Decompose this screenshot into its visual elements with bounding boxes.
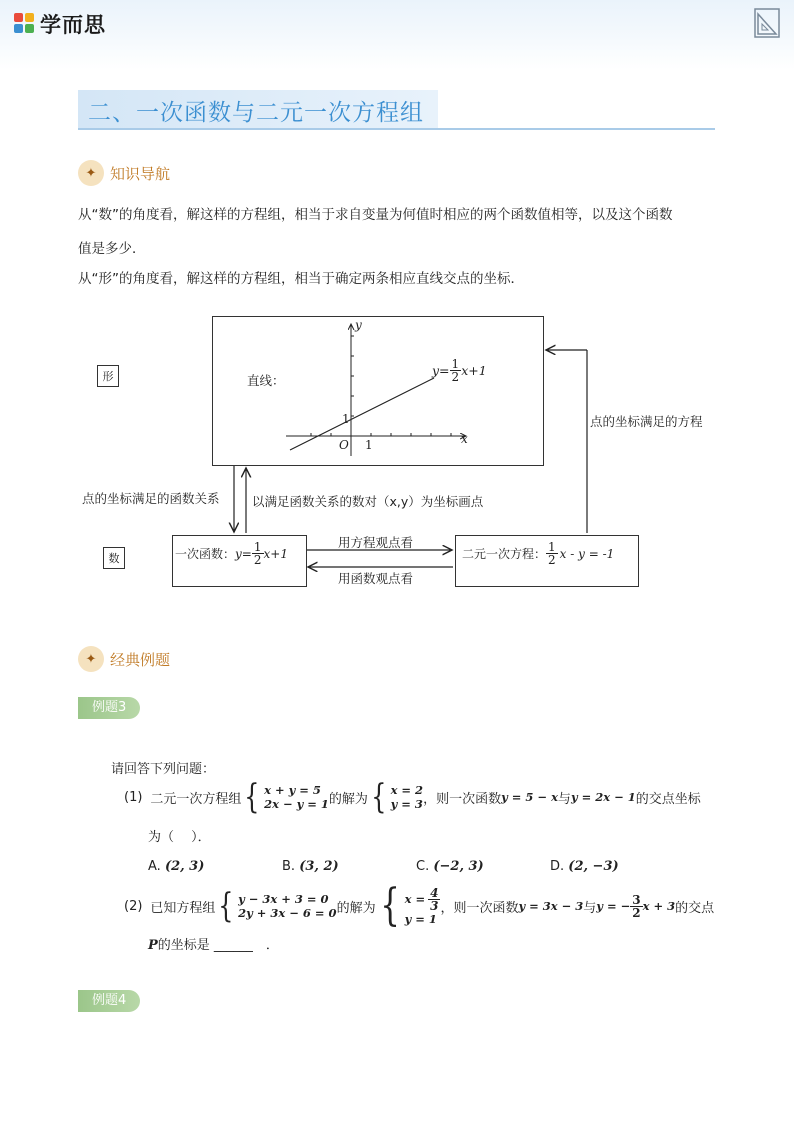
knowledge-heading-text: 知识导航 [110, 164, 171, 183]
q2-solution: { x = $\frac{4}{3}$ y = 1 [379, 880, 439, 931]
shape-tag: 形 [97, 365, 119, 387]
line-label: 直线： [247, 373, 285, 388]
question-2-line2: P的坐标是 ______ ． [148, 938, 279, 953]
question-1-line2: 为（ ）． [148, 830, 211, 845]
equation-box-content: 二元一次方程： $\frac{1}{2}$ x - y = -1 [462, 540, 615, 567]
q2-system: { y − 3x + 3 = 0 2y + 3x − 6 = 0 [218, 886, 337, 926]
q1-system: { x + y = 5 2x − y = 1 [244, 777, 329, 817]
examples-intro: 请回答下列问题： [111, 762, 216, 777]
graph-equation: y= $\frac{1}{2}$ x+1 [432, 357, 487, 384]
top-arrow-label: 用方程观点看 [338, 535, 414, 550]
example4-tag: 例题4 [78, 990, 140, 1012]
q1-solution: { x = 2 y = 3 [371, 777, 424, 817]
option-c: C. (−2, 3) [416, 859, 484, 874]
bottom-arrow-label: 用函数观点看 [338, 571, 414, 586]
option-a: A. (2, 3) [148, 859, 205, 874]
knowledge-line2: 值是多少． [78, 241, 146, 257]
section-title-text: 二、一次函数与二元一次方程组 [88, 100, 424, 126]
mid-arrow-label: 以满足函数关系的数对（x,y）为坐标画点 [252, 494, 484, 509]
function-box-content: 一次函数： y= $\frac{1}{2}$ x+1 [175, 540, 288, 567]
right-arrow-label: 点的坐标满足的方程 [590, 414, 703, 429]
examples-heading [78, 646, 170, 672]
x-axis-label: x [461, 432, 468, 446]
telescope-icon: ✦ [78, 160, 104, 186]
origin-label: O [339, 438, 349, 452]
knowledge-line3: 从“形”的角度看，解这样的方程组，相当于确定两条相应直线交点的坐标． [78, 271, 524, 287]
examples-heading-text: 经典例题 [110, 650, 171, 669]
logo-text: 学而思 [40, 13, 106, 37]
y-tick-label: 1 [342, 412, 350, 426]
x-tick-label: 1 [365, 438, 373, 452]
option-d: D. (2, −3) [550, 859, 619, 874]
question-2: (2) 已知方程组 { y − 3x + 3 = 0 2y + 3x − 6 = 0 的解为 { x = $\frac{4}{3}$ y = 1 ，则一次函数 y = 3x − 3 与 y = − $\frac{3}{2}$ x + 3 的交点 [124, 880, 715, 931]
example3-tag: 例题3 [78, 697, 140, 719]
option-b: B. (3, 2) [282, 859, 339, 874]
knowledge-line1: 从“数”的角度看，解这样的方程组，相当于求自变量为何值时相应的两个函数值相等，以及这个函数 [78, 207, 673, 223]
left-arrow-label: 点的坐标满足的函数关系 [82, 491, 220, 506]
y-axis-label: y [355, 318, 362, 332]
number-tag: 数 [103, 547, 125, 569]
telescope-icon: ✦ [78, 646, 104, 672]
question-1: (1) 二元一次方程组 { x + y = 5 2x − y = 1 的解为 { x = 2 y = 3 ，则一次函数 y = 5 − x 与 y = 2x − 1 的交点坐标 [124, 777, 701, 817]
